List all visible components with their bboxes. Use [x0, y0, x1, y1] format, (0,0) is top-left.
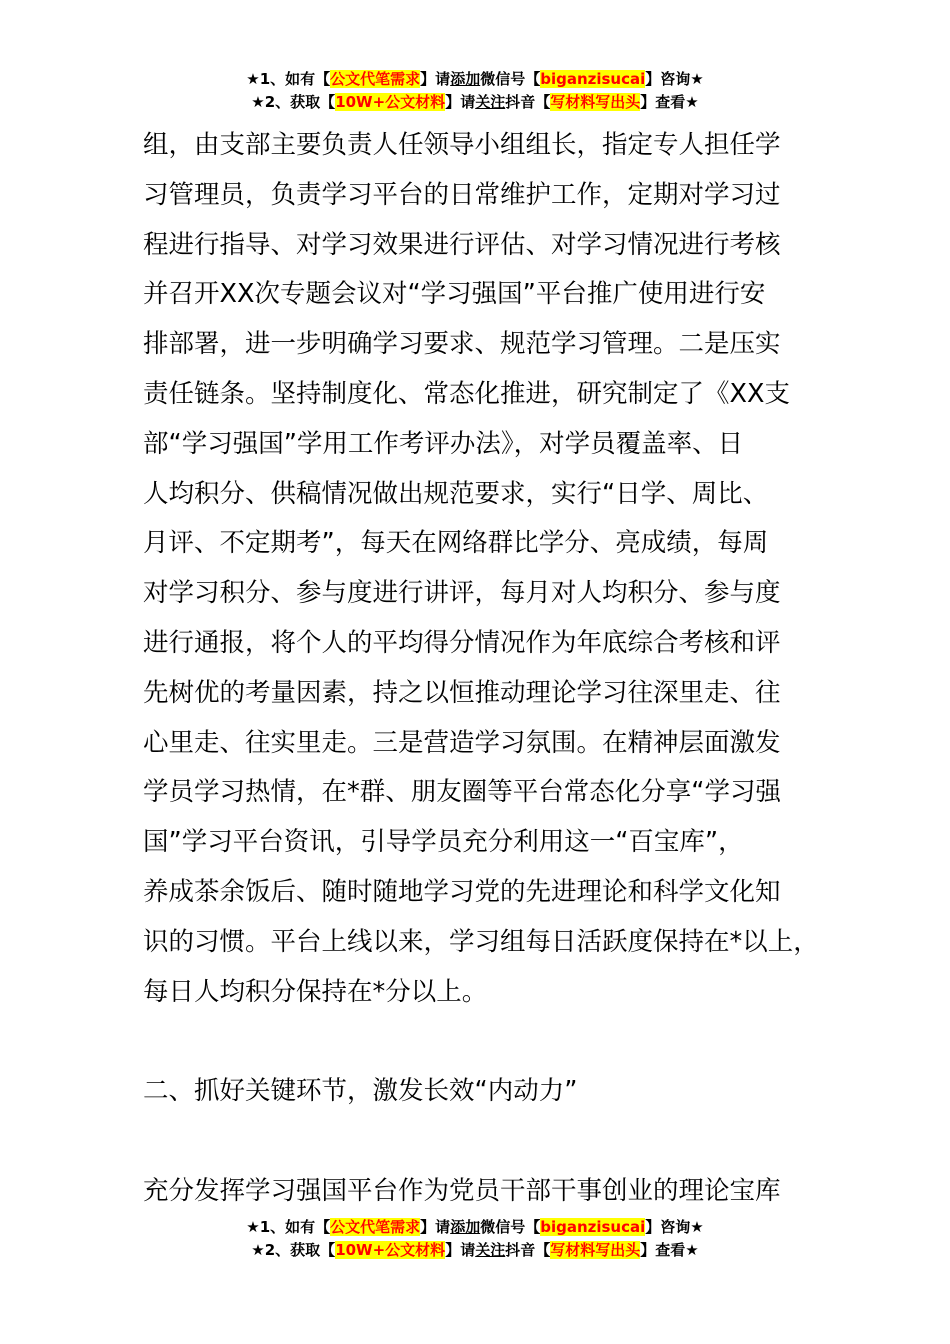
- text-line: 并召开XX次专题会议对“学习强国”平台推广使用进行安: [143, 279, 766, 310]
- promo-highlight: 10W+公文材料: [335, 93, 446, 111]
- promo-text: 】咨询★: [645, 70, 704, 88]
- promo-highlight: 写材料写出头: [550, 1241, 641, 1259]
- promo-highlight: 写材料写出头: [550, 93, 641, 111]
- promo-line-2: [0, 91, 950, 114]
- body-paragraph: [143, 121, 833, 1017]
- promo-highlight: 公文代笔需求: [330, 70, 421, 88]
- promo-text: 】请: [420, 70, 451, 88]
- promo-line-2: [0, 1239, 950, 1262]
- promo-text: 】请: [445, 1241, 476, 1259]
- text-line: 先树优的考量因素，持之以恒推动理论学习往深里走、往: [143, 677, 781, 708]
- promo-line-1: [0, 68, 950, 91]
- section-heading-text: 二、抓好关键环节，激发长效“内动力”: [143, 1076, 578, 1106]
- promo-text: 抖音【: [505, 1241, 551, 1259]
- promo-underline: 添加: [450, 70, 481, 88]
- promo-text: ★1、如有【: [246, 70, 331, 88]
- text-line: 学员学习热情，在*群、朋友圈等平台常态化分享“学习强: [143, 777, 781, 808]
- text-line: 人均积分、供稿情况做出规范要求，实行“日学、周比、: [143, 478, 769, 509]
- promo-highlight: biganzisucai: [540, 1218, 646, 1236]
- text-line: 对学习积分、参与度进行讲评，每月对人均积分、参与度: [143, 578, 781, 609]
- section-heading: [143, 1067, 833, 1117]
- promo-text: 】查看★: [640, 1241, 699, 1259]
- promo-text: 抖音【: [505, 93, 551, 111]
- promo-text: 】请: [445, 93, 476, 111]
- promo-text: ★2、获取【: [251, 1241, 336, 1259]
- text-line: 识的习惯。平台上线以来，学习组每日活跃度保持在*以上，: [143, 926, 819, 957]
- promo-highlight: biganzisucai: [540, 70, 646, 88]
- text-line: 国”学习平台资讯，引导学员充分利用这一“百宝库”，: [143, 827, 744, 858]
- text-line: 月评、不定期考”，每天在网络群比学分、亮成绩，每周: [143, 528, 769, 559]
- text-line: 程进行指导、对学习效果进行评估、对学习情况进行考核: [143, 229, 781, 260]
- promo-text: ★2、获取【: [251, 93, 336, 111]
- promo-highlight: 公文代笔需求: [330, 1218, 421, 1236]
- promo-text: ★1、如有【: [246, 1218, 331, 1236]
- text-line: 部“学习强国”学用工作考评办法》，对学员覆盖率、日: [143, 428, 744, 459]
- promo-highlight: 10W+公文材料: [335, 1241, 446, 1259]
- promo-text: 】请: [420, 1218, 451, 1236]
- header-promo-banner: [0, 68, 950, 114]
- text-line: 组，由支部主要负责人任领导小组组长，指定专人担任学: [143, 130, 781, 160]
- text-line: 每日人均积分保持在*分以上。: [143, 976, 488, 1007]
- promo-underline: 关注: [475, 1241, 506, 1259]
- promo-underline: 关注: [475, 93, 506, 111]
- promo-text: 微信号【: [480, 70, 541, 88]
- body-paragraph: [143, 1167, 833, 1217]
- text-line: 进行通报，将个人的平均得分情况作为年底综合考核和评: [143, 627, 781, 658]
- promo-line-1: [0, 1216, 950, 1239]
- text-line: 养成茶余饭后、随时随地学习党的先进理论和科学文化知: [143, 876, 781, 907]
- footer-promo-banner: [0, 1216, 950, 1262]
- promo-text: 】查看★: [640, 93, 699, 111]
- text-line: 充分发挥学习强国平台作为党员干部干事创业的理论宝库: [143, 1176, 781, 1206]
- promo-text: 微信号【: [480, 1218, 541, 1236]
- text-line: 习管理员，负责学习平台的日常维护工作，定期对学习过: [143, 179, 781, 210]
- text-line: 责任链条。坚持制度化、常态化推进，研究制定了《XX支: [143, 378, 790, 409]
- promo-text: 】咨询★: [645, 1218, 704, 1236]
- text-line: 排部署，进一步明确学习要求、规范学习管理。二是压实: [143, 329, 781, 360]
- text-line: 心里走、往实里走。三是营造学习氛围。在精神层面激发: [143, 727, 781, 758]
- promo-underline: 添加: [450, 1218, 481, 1236]
